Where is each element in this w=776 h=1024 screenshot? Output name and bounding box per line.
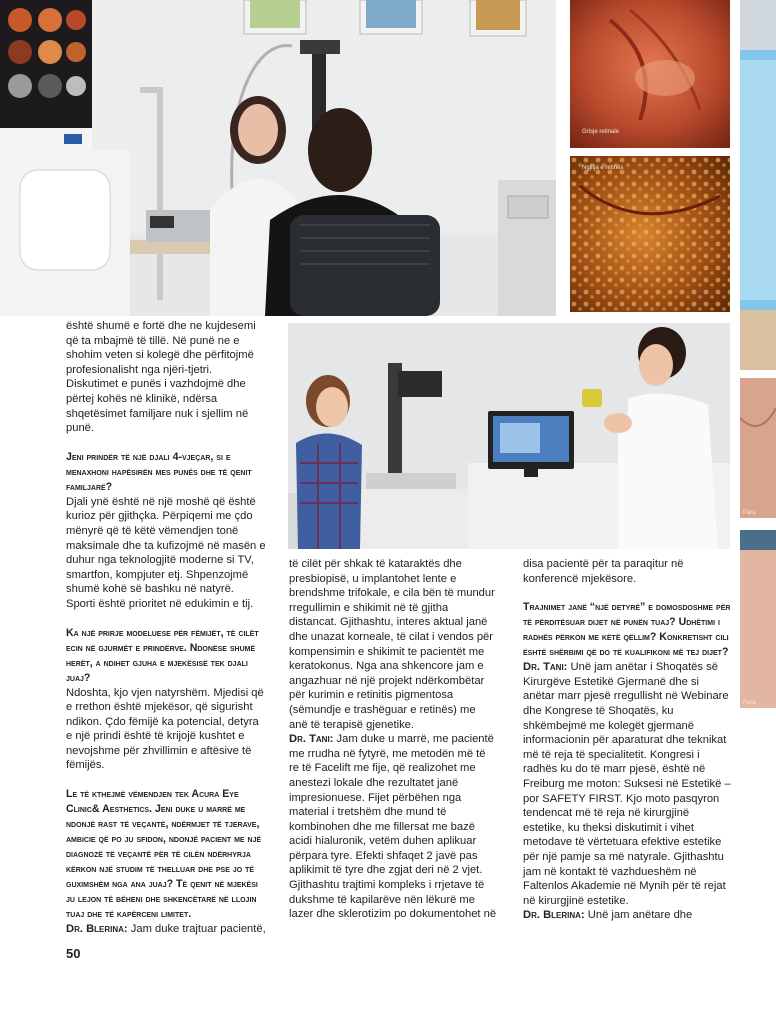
answer-tani-training: Dr. Tani: Unë jam anëtar i Shoqatës së Kirurgëve Estetikë Gjermanë dhe si anëtar marr pjesë rregullisht në Webinare dhe Kongrese të Shoqatës, ku shkëmbejmë me kolegët gjermanë informacionin për aparaturat dhe teknikat më të reja të specialitetit. Kongresi i radhës ku do të marr pjesë, është në Freiburg me moton: Suksesi në Estetikë – por SAFETY FIRST. Kjo moto pasqyron tendencat më të reja në kirurgjinë estetike, ku theksi diskutimit i vihet metodave të vërtetuara efektive estetike për një pamje sa më natyrale. Gjithashtu jam në kontakt të vazhdueshëm në Faltenlos Akademie në Mynih për të rejat në kirurgjinë estetike. bbox=[523, 661, 731, 907]
edge-caption-2: Para bbox=[743, 700, 756, 706]
edge-photo-room bbox=[740, 0, 776, 370]
caption-retinal-tear: Grisje retinale bbox=[582, 129, 620, 135]
answer-parenting: Djali ynë është në një moshë që është kurioz për gjithçka. Përpiqemi me çdo mënyrë që të këtë vëmendjen tonë maksimale dhe ta kufizojmë në masën e duhur nga teknologjitë moderne si TV, smartfon, kompjuter etj. Shpenzojmë shumë kohë së bashku në natyrë. Sporti është prioritet në edukimin e tij. bbox=[66, 495, 266, 610]
question-role-model: Ka një prirje modeluese për fëmijët, të cilët ecin në gjurmët e prindërve. Ndonëse shumë herët, a ndihet gjuha e mjekësisë tek djali juaj? bbox=[66, 626, 259, 684]
speaker-blerina: Dr. Blerina: bbox=[66, 923, 128, 936]
answer-role-model: Ndoshta, kjo vjen natyrshëm. Mjedisi që e rrethon është mjekësor, që sigurisht ndikon. Çdo fëmijë ka potencial, detyra e një prindi është të krijojë kushtet e nevojshme për zhvillimin e aftësive të fëmijës. bbox=[66, 686, 264, 772]
answer-blerina-continued: të cilët për shkak të kataraktës dhe presbiopisë, u implantohet lente e brendshme trifokale, e cila bën të mundur rregullimin e shikimit në të gjitha distancat. Gjithashtu, interes aktual janë dhe unazat korneale, të cilat i vendos për kompensimin e shikimit te pacientët me keratokonus. Nga ana shkencore jam e angazhuar në një projekt ndërkombëtar për kurimin e retinitis pigmentosa (sëmundje e trashëguar e retinës) me anë të terapisë gjenetike. bbox=[289, 558, 495, 731]
caption-retinal-adhesion: Ngjitja e retinës bbox=[582, 165, 624, 171]
speaker-tani: Dr. Tani: bbox=[289, 733, 334, 746]
retina-image-adhesion bbox=[570, 156, 730, 312]
text-column-1 bbox=[66, 319, 266, 937]
clinic-photo-top bbox=[0, 0, 556, 316]
question-training: Trajnimet janë “një detyrë” e domosdoshme për të përditësuar dijet në punën tuaj? Udhëtimi i radhës përkon me këtë qëllim? Konkretisht cili është shërbimi që do të kualifikoni më tej dijet? bbox=[523, 601, 731, 659]
answer-tani: Dr. Tani: Jam duke u marrë, me pacientë me rrudha në fytyrë, me metodën më të re të Facelift me fije, që realizohet me anestezi lokale dhe rezultatet janë impresionuese. Fijet përbëhen nga material i tretshëm dhe mund të kombinohen dhe me fillersat me bazë acidi hialuronik, vetëm duhen aplikuar përpara tyre. Efekti shfaqet 2 javë pas aplikimit të tyre dhe zgjat deri në 2 vjet. Gjithashtu trajtimi kompleks i rrjetave të dukshme të kapilarëve nën lëkurë me lazer dhe sklerotizim po dokumentohet në bbox=[289, 733, 497, 921]
edge-photo-skin-1 bbox=[740, 378, 776, 518]
clinic-photo-child bbox=[288, 323, 730, 549]
text-column-2 bbox=[289, 557, 497, 922]
speaker-blerina-2: Dr. Blerina: bbox=[523, 909, 585, 922]
intro-paragraph: është shumë e fortë dhe ne kujdesemi që ta mbajmë të tillë. Në punë ne e shohim veten si kolegë dhe përfitojmë profesionalisht nga njëri-tjetri. Diskutimet e punës i vazhdojmë dhe përtej kohës në klinikë, ndërsa shqetësimet familjare nuk i sjellim në punë. bbox=[66, 320, 256, 435]
question-parenting: Jeni prindër të një djali 4-vjeçar, si e menaxhoni hapësirën mes punës dhe të qenit familjarë? bbox=[66, 450, 252, 493]
text-column-3 bbox=[523, 557, 733, 923]
edge-photo-skin-2 bbox=[740, 530, 776, 708]
answer-tani-continued: disa pacientë për ta paraqitur në konferencë mjekësore. bbox=[523, 558, 684, 585]
question-clinic-cases: Le të kthejmë vëmendjen tek Acura Eye Clinic& Aesthetics. Jeni duke u marrë me ndonjë rast të veçantë, ndërmjet të tjerave, ambicie që po ju sfidon, ndonjë pacient me një diagnozë të veçantë për të cilën ndërhyrja kërkon një studim të thelluar dhe pse jo të guximshëm nga ana juaj? Të qenit në mjekësi ju lejon të bëheni dhe shkencëtarë në llojin tuaj dhe të kapërceni limitet. bbox=[66, 788, 262, 921]
answer-blerina-start: Dr. Blerina: Jam duke trajtuar pacientë, bbox=[66, 923, 266, 936]
page-number: 50 bbox=[66, 946, 81, 961]
edge-caption-1: Para bbox=[743, 510, 756, 516]
answer-blerina-training: Dr. Blerina: Unë jam anëtare dhe bbox=[523, 909, 693, 922]
retina-image-detachment bbox=[570, 0, 730, 148]
speaker-tani-2: Dr. Tani: bbox=[523, 661, 568, 674]
